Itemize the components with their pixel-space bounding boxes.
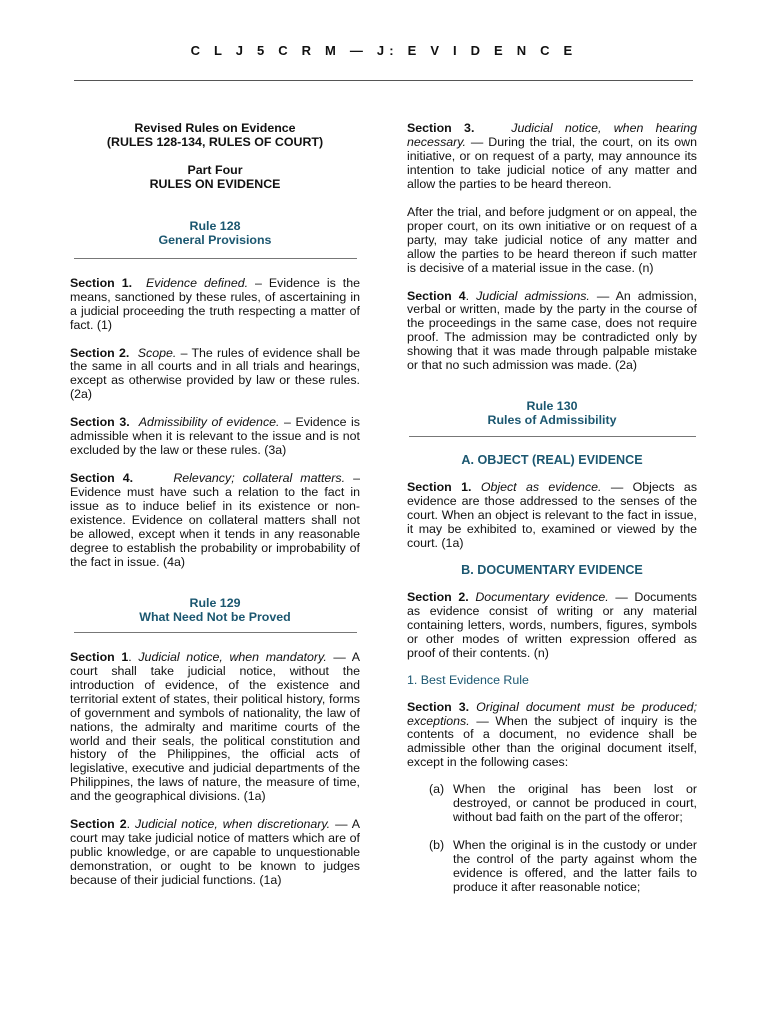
section-body: — Documents as evidence consist of writing or any material containing letters, words, numbers, figures, symbols or other modes of written expression offered as proof of their contents. (n) — [407, 589, 698, 660]
rule-130-name: Rules of Admissibility — [487, 413, 617, 428]
rule-129-number: Rule 129 — [189, 595, 241, 610]
section-label: Section 1. — [70, 275, 133, 290]
subheading-object-evidence: A. OBJECT (REAL) EVIDENCE — [461, 453, 643, 468]
rule-130-number: Rule 130 — [526, 399, 578, 414]
section-body: — A court shall take judicial notice, without the introduction of evidence, of the existence and territorial extent of states, their political history, forms of government and symbols of nationality, the law of nations, the admiralty and maritime courts of the world and their seals, the political constitution and history of the Philippines, the official acts of legislative, executive and judicial departments of the Philippines, the laws of nature, the measure of time, and the geographical divisions. (1a) — [70, 649, 360, 804]
section-body: – Evidence is admissible when it is relevant to the issue and is not excluded by the law or these rules. (3a) — [70, 415, 361, 458]
list-item-text: When the original is in the custody or under the control of the party against whom the evidence is offered, and the latter fails to produce it after reasonable notice; — [453, 838, 697, 895]
section-title: Judicial notice, when discretionary. — [135, 817, 331, 832]
doc-subtitle: (RULES 128-134, RULES OF COURT) — [106, 134, 324, 149]
section-title: Judicial notice, when mandatory. — [138, 649, 327, 664]
section-1-evidence-defined — [70, 277, 360, 333]
doc-title: Revised Rules on Evidence — [134, 121, 296, 135]
section-title: Object as evidence. — [480, 480, 602, 495]
section-label: Section 1 — [70, 649, 129, 664]
section-title: Scope. — [137, 345, 177, 360]
left-column — [70, 122, 360, 888]
running-header: C L J 5 C R M — J: E V I D E N C E — [190, 43, 578, 58]
section-label: Section 4. — [70, 471, 134, 486]
section-body: – The rules of evidence shall be the same in all courts and in all trials and hearings, except as otherwise provided by law or these rules. (2a) — [70, 345, 360, 402]
section-body: — During the trial, the court, on its own initiative, or on request of a party, may announce its intention to take judicial notice of any matter and allow the parties to be heard thereon. — [407, 134, 697, 191]
section-title: Evidence defined. — [146, 275, 249, 290]
rule-129-section-4: Section 4. Judicial admissions. — An admission, verbal or written, made by the party in the course of the proceedings in the same case, does not require proof. The admission may be contradicted only by showing that it was made through palpable mistake or that no such admission was made. (2a) — [407, 288, 697, 373]
section-3-admissibility — [70, 416, 360, 458]
rule-129-section-1: Section 1. Judicial notice, when mandatory. — A court shall take judicial notice, without the introduction of evidence, of the existence and territorial extent of states, their political history, forms of government and symbols of nationality, the law of nations, the admiralty and maritime courts of the world and their seals, the political constitution and history of the Philippines, the official acts of legislative, executive and judicial departments of the Philippines, the laws of nature, the measure of time, and the geographical divisions. (1a) — [70, 649, 360, 804]
section-2-scope — [70, 347, 360, 403]
section-body: – Evidence is the means, sanctioned by these rules, of ascertaining in a judicial proceeding the truth respecting a matter of fact. (1) — [70, 275, 360, 332]
list-item-label: (a) — [429, 782, 445, 797]
section-label: Section 2. — [407, 589, 469, 604]
list-item-text: When the original has been lost or destroyed, or cannot be produced in court, without bad faith on the part of the offeror; — [453, 782, 697, 825]
header-divider — [74, 80, 693, 81]
section-body: — An admission, verbal or written, made by the party in the course of the proceedings in the same case, does not require proof. The admission may be contradicted only by showing that it was made through palpable mistake or that no such admission was made. (2a) — [407, 288, 697, 373]
subheading-best-evidence-rule: 1. Best Evidence Rule — [407, 672, 529, 687]
section-label: Section 3. — [407, 699, 470, 714]
section-body: – Evidence must have such a relation to the fact in issue as to induce belief in its existence or non-existence. Evidence on collateral matters shall not be allowed, except when it tends in any reasonable degree to establish the probability or improbability of the fact in issue. (4a) — [70, 471, 360, 569]
section-label: Section 4 — [407, 288, 466, 303]
section-title: Judicial admissions. — [476, 288, 590, 303]
rule-130-section-1 — [407, 481, 697, 551]
rule-129-name: What Need Not be Proved — [139, 609, 291, 624]
section-4-relevancy — [70, 472, 360, 570]
part-title: RULES ON EVIDENCE — [149, 176, 281, 191]
section-title: Admissibility of evidence. — [138, 415, 280, 430]
rule-128-number: Rule 128 — [189, 218, 241, 233]
rule-129-section-3 — [407, 122, 697, 192]
list-item — [429, 783, 697, 825]
section-body: — A court may take judicial notice of matters which are of public knowledge, or are capable to unquestionable demonstration, or ought to be known to judges because of their judicial functions. (1a) — [70, 817, 360, 888]
section-title: Judicial notice, when hearing necessary. — [407, 121, 697, 149]
rule-130-section-3 — [407, 701, 697, 771]
section-title: Documentary evidence. — [475, 589, 609, 604]
right-column — [407, 122, 697, 895]
section-label: Section 1. — [407, 480, 472, 495]
section-label: Section 2. — [70, 345, 130, 360]
section-body: — When the subject of inquiry is the contents of a document, no evidence shall be admissible other than the original document itself, except in the following cases: — [407, 713, 697, 770]
list-item-label: (b) — [429, 838, 445, 853]
list-item — [429, 839, 697, 895]
section-label: Section 3. — [70, 415, 130, 430]
rule-130-section-2 — [407, 591, 697, 661]
section-label: Section 3. — [407, 121, 475, 135]
rule-129-section-3-paragraph-2: After the trial, and before judgment or on appeal, the proper court, on its own initiative or on request of a party, may take judicial notice of any matter and allow the parties to be heard thereon if such matter is decisive of a material issue in the case. (n) — [407, 204, 697, 275]
rule-128-name: General Provisions — [158, 232, 272, 247]
section-title: Relevancy; collateral matters. — [173, 471, 346, 486]
section-body: — Objects as evidence are those addressed to the senses of the court. When an object is relevant to the fact in issue, it may be exhibited to, examined or viewed by the court. (1a) — [407, 480, 698, 550]
section-label: Section 2 — [70, 817, 127, 832]
subheading-documentary-evidence: B. DOCUMENTARY EVIDENCE — [461, 562, 643, 577]
section-title: Original document must be produced; exceptions. — [407, 699, 698, 728]
rule-129-section-2: Section 2. Judicial notice, when discretionary. — A court may take judicial notice of matters which are of public knowledge, or are capable to unquestionable demonstration, or ought to be known to judges because of their judicial functions. (1a) — [70, 817, 360, 888]
part-label: Part Four — [187, 162, 243, 177]
